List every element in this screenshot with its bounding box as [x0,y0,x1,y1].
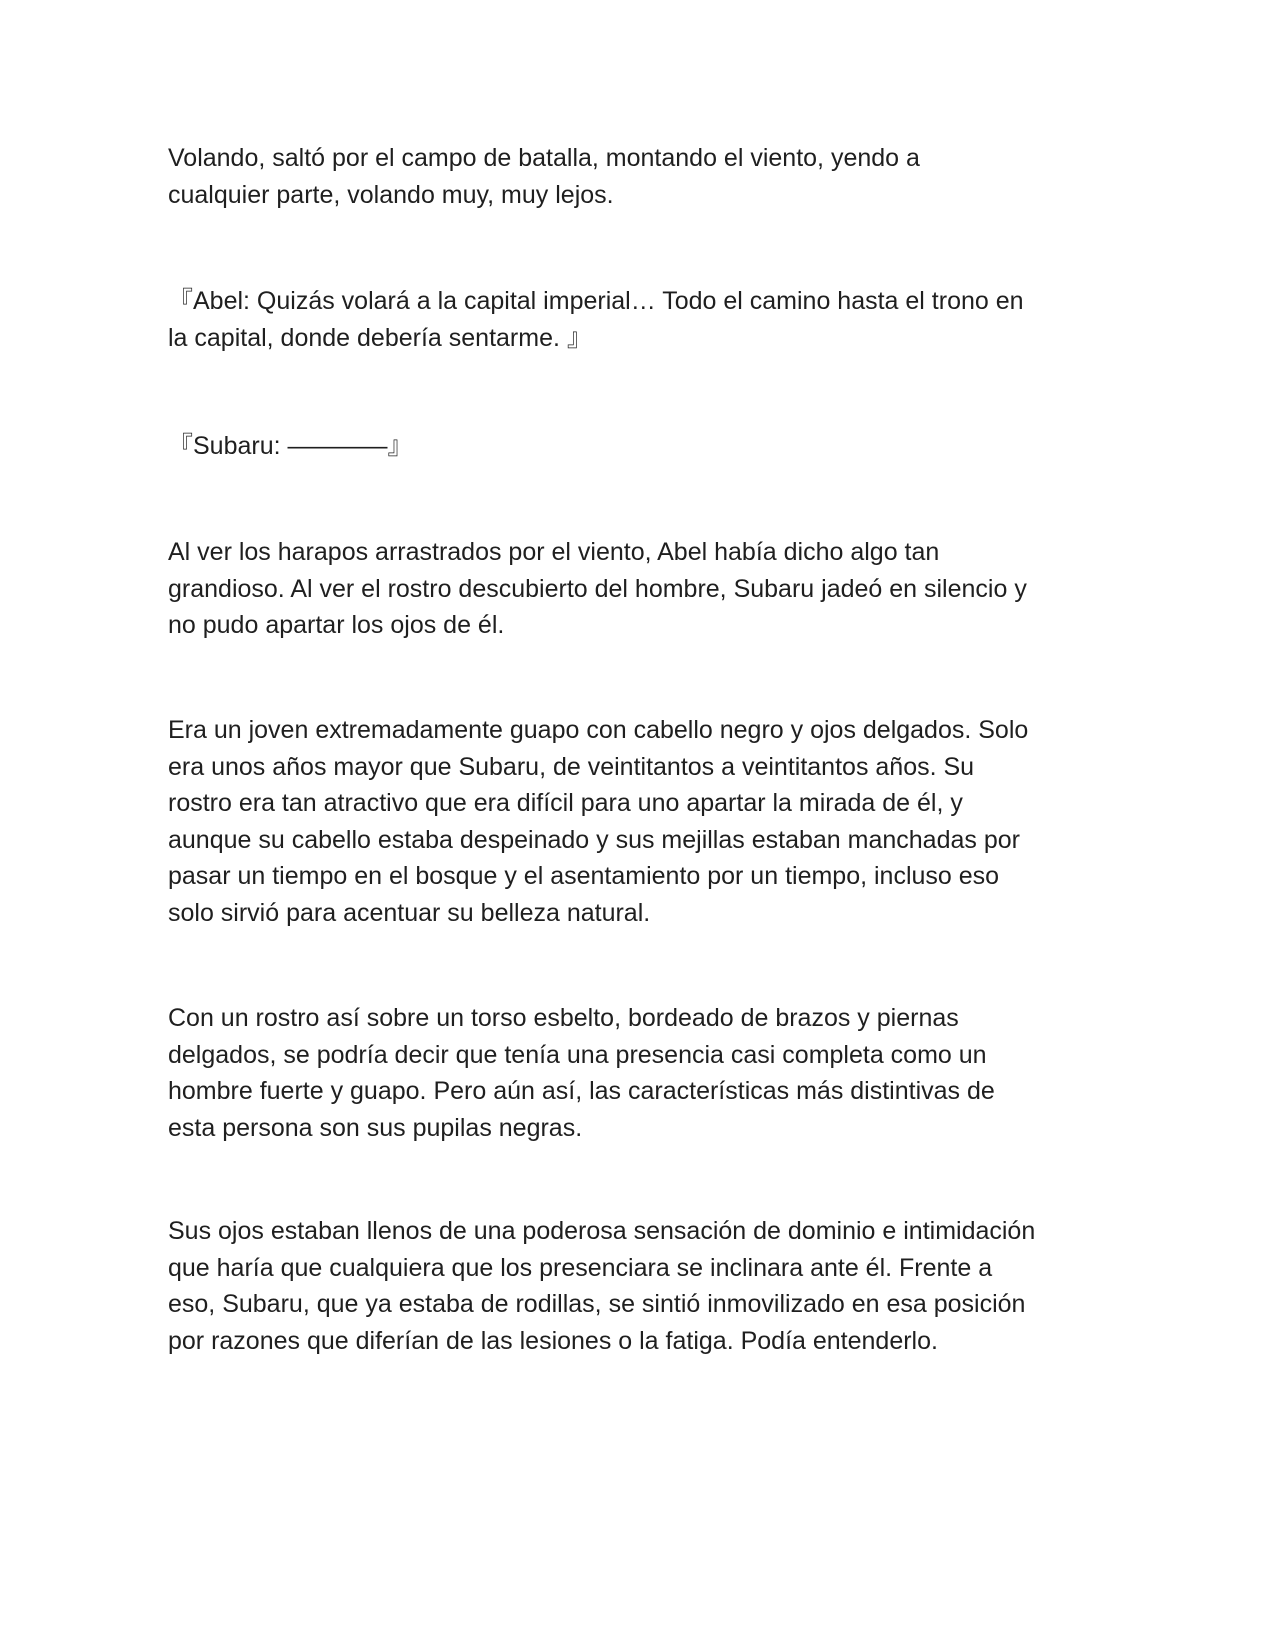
paragraph-dialogue-subaru: 『Subaru: ————』 [168,432,413,460]
paragraph-narration-flight: Volando, saltó por el campo de batalla, montando el viento, yendo a cualquier parte, volando muy, muy lejos. [168,144,920,209]
paragraph-description-presence: Con un rostro así sobre un torso esbelto, bordeado de brazos y piernas delgados, se podría decir que tenía una presencia casi completa como un hombre fuerte y guapo. Pero aún así, las características más distintivas de esta persona son sus pupilas negras. [168,1004,995,1142]
paragraph-narration-rags: Al ver los harapos arrastrados por el viento, Abel había dicho algo tan grandioso. Al ver el rostro descubierto del hombre, Subaru jadeó en silencio y no pudo apartar los ojos de él. [168,538,1027,639]
paragraph-description-young-man: Era un joven extremadamente guapo con cabello negro y ojos delgados. Solo era unos años mayor que Subaru, de veintitantos a veintitantos años. Su rostro era tan atractivo que era difícil para uno apartar la mirada de él, y aunque su cabello estaba despeinado y sus mejillas estaban manchadas por pasar un tiempo en el bosque y el asentamiento por un tiempo, incluso eso solo sirvió para acentuar su belleza natural. [168,716,1029,927]
paragraph-dialogue-abel: 『Abel: Quizás volará a la capital imperial… Todo el camino hasta el trono en la capital, donde debería sentarme. 』 [168,287,1024,352]
paragraph-description-eyes: Sus ojos estaban llenos de una poderosa sensación de dominio e intimidación que haría que cualquiera que los presenciara se inclinara ante él. Frente a eso, Subaru, que ya estaba de rodillas, se sintió inmovilizado en esa posición por razones que diferían de las lesiones o la fatiga. Podía entenderlo. [168,1217,1036,1355]
